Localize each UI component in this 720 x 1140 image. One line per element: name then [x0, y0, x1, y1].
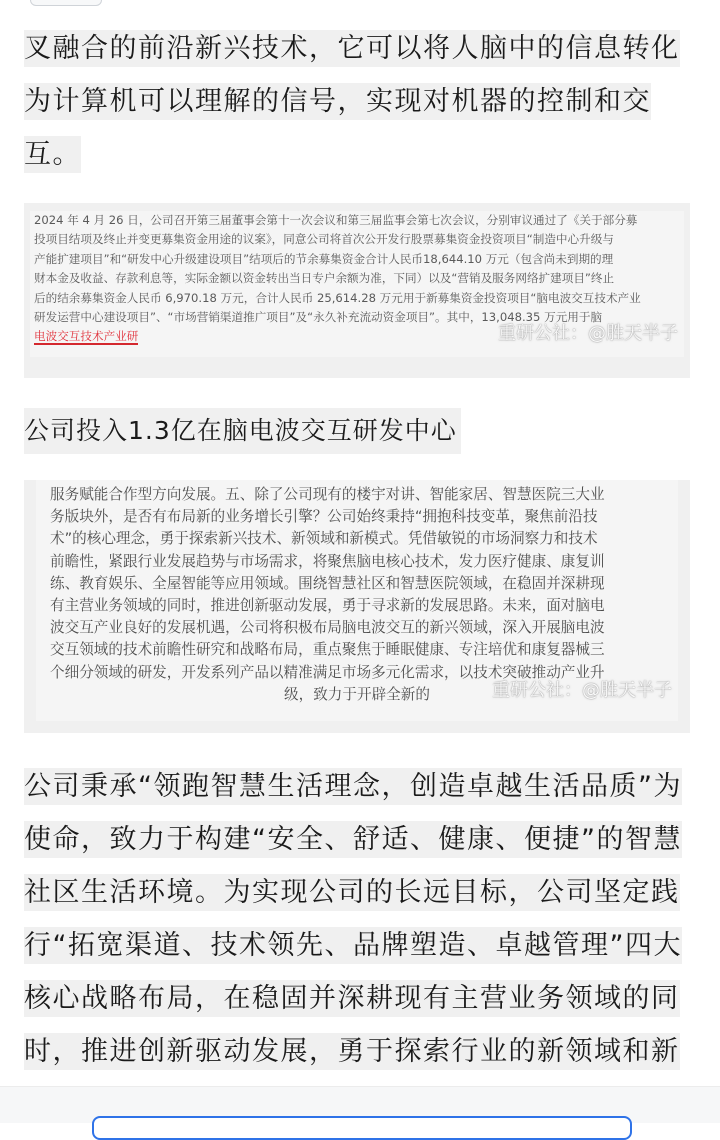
- paragraph-line: 行“拓宽渠道、技术领先、品牌塑造、卓越管理”四大: [24, 927, 682, 964]
- qa-line: 服务赋能合作型方向发展。五、除了公司现有的楼宇对讲、智能家居、智慧医院三大业: [50, 486, 605, 503]
- paragraph-line: 叉融合的前沿新兴技术，它可以将人脑中的信息转化: [24, 30, 680, 67]
- qa-line: 务版块外，是否有布局新的业务增长引擎？公司始终秉持“拥抱科技变革，聚焦前沿技: [50, 508, 598, 526]
- top-partial-button: [30, 0, 102, 6]
- announcement-line: 后的结余募集资金人民币 6,970.18 万元，合计人民币 25,614.28 万元用于新募集资金投资项目“脑电波交互技术产业: [34, 290, 641, 305]
- qa-line: 级，致力于开辟全新的: [284, 685, 430, 703]
- announcement-line: 研发运营中心建设项目”、“市场营销渠道推广项目”及“永久补充流动资金项目”。其中，13,048.35 万元用于脑: [34, 310, 603, 325]
- announcement-line: 2024 年 4 月 26 日，公司召开第三届董事会第十一次会议和第三届监事会第七次会议，分别审议通过了《关于部分募: [34, 213, 638, 227]
- paragraph-line: 公司秉承“领跑智慧生活理念，创造卓越生活品质”为: [24, 768, 682, 805]
- paragraph-line: 互。: [24, 136, 81, 173]
- announcement-line: 投项目结项及终止并变更募集资金用途的议案》，同意公司将首次公开发行股票募集资金投资项目“制造中心升级与: [34, 232, 614, 247]
- qa-line: 术”的核心理念，勇于探索新兴技术、新领域和新模式。凭借敏锐的市场洞察力和技术: [50, 530, 598, 548]
- watermark: 重研公社：@胜天半子: [492, 680, 672, 701]
- qa-line: 波交互产业良好的发展机遇，公司将积极布局脑电波交互的新兴领域，深入开展脑电波: [50, 619, 605, 637]
- paragraph-line: 为计算机可以理解的信号，实现对机器的控制和交: [24, 83, 651, 120]
- article-screenshot-announcement: [24, 203, 690, 378]
- paragraph-line: 时，推进创新驱动发展，勇于探索行业的新领域和新: [24, 1033, 680, 1070]
- qa-line: 有主营业务领域的同时，推进创新驱动发展，勇于寻求新的发展思路。未来，面对脑电: [50, 597, 605, 615]
- qa-line: 前瞻性，紧跟行业发展趋势与市场需求，将聚焦脑电核心技术，发力医疗健康、康复训: [50, 552, 605, 570]
- article-paragraph-1: [24, 27, 690, 186]
- paragraph-line: 核心战略布局，在稳固并深耕现有主营业务领域的同: [24, 980, 680, 1017]
- qa-line: 个细分领域的研发，开发系列产品以精准满足市场多元化需求，以技术突破推动产业升: [50, 663, 605, 681]
- paragraph-line: 使命，致力于构建“安全、舒适、健康、便捷”的智慧: [24, 821, 682, 858]
- paragraph-line: 社区生活环境。为实现公司的长远目标，公司坚定践: [24, 874, 680, 911]
- watermark: 重研公社：@胜天半子: [498, 323, 678, 344]
- section-heading: 公司投入1.3亿在脑电波交互研发中心: [24, 408, 461, 454]
- comment-input[interactable]: [92, 1116, 632, 1140]
- announcement-line: 财本金及收益、存款利息等，实际金额以资金转出当日专户余额为准，下同）以及“营销及服务网络扩建项目”终止: [34, 271, 615, 286]
- announcement-line: 产能扩建项目”和“研发中心升级建设项目”结项后的节余募集资金合计人民币18,644.10 万元（包含尚未到期的理: [34, 251, 614, 266]
- qa-line: 交互领域的技术前瞻性研究和战略布局，重点聚焦于睡眠健康、专注培优和康复器械三: [50, 641, 605, 659]
- qa-line: 练、教育娱乐、全屋智能等应用领域。围绕智慧社区和智慧医院领域，在稳固并深耕现: [50, 574, 605, 592]
- article-paragraph-2: [24, 765, 690, 1083]
- announcement-line-underlined: 电波交互技术产业研: [34, 329, 139, 344]
- article-screenshot-qa: [24, 480, 690, 733]
